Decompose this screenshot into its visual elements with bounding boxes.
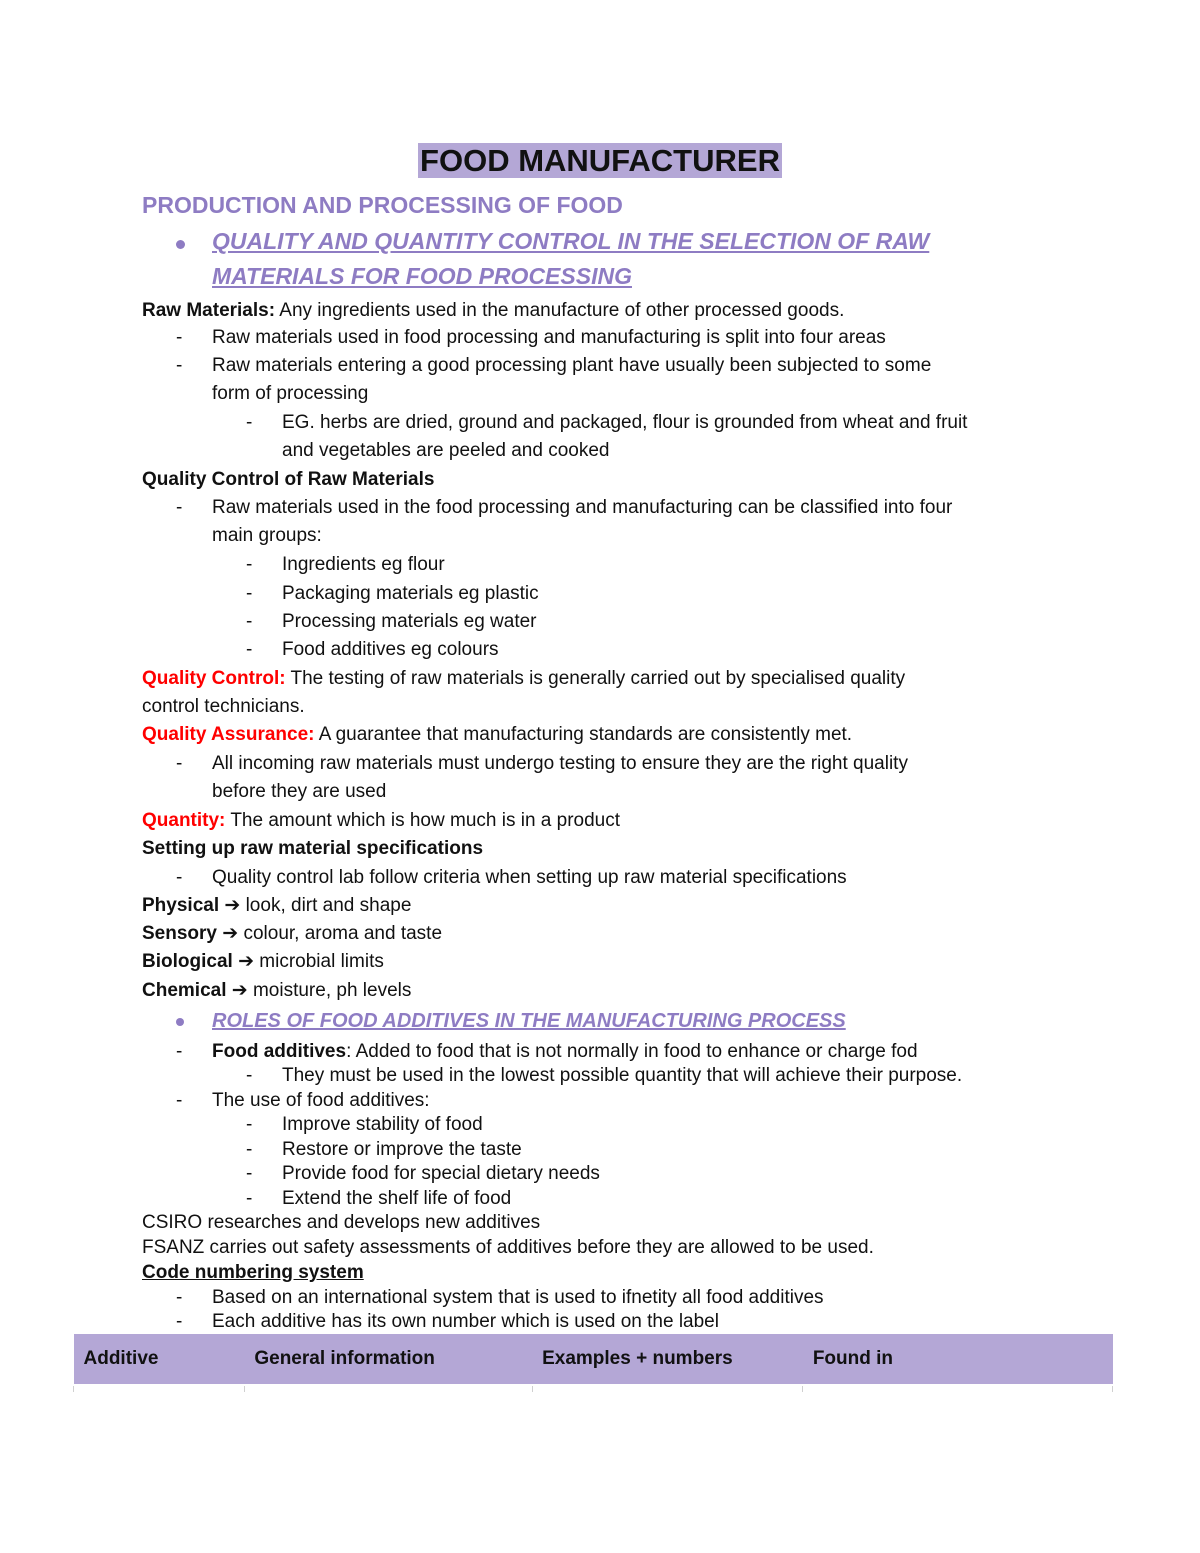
quality-control-term: Quality Control: bbox=[142, 668, 286, 689]
dash-icon: - bbox=[176, 1041, 183, 1062]
raw-materials-def: Any ingredients used in the manufacture of other processed goods. bbox=[275, 300, 845, 321]
quality-assurance-point-line2: before they are used bbox=[212, 781, 387, 802]
raw-materials-definition bbox=[142, 298, 844, 324]
table-header-cell: Examples + numbers bbox=[532, 1334, 803, 1385]
title-text: FOOD MANUFACTURER bbox=[420, 143, 780, 178]
quality-assurance-definition bbox=[142, 722, 852, 748]
dash-icon: - bbox=[246, 412, 253, 433]
food-additives-definition bbox=[212, 1039, 918, 1065]
spec-biological bbox=[142, 949, 384, 975]
qc-group-item: Ingredients eg flour bbox=[282, 554, 445, 575]
qc-group-item: Processing materials eg water bbox=[282, 611, 537, 632]
additives-use-heading: The use of food additives: bbox=[212, 1090, 430, 1111]
table-cell bbox=[803, 1385, 1113, 1392]
dash-icon: - bbox=[246, 1114, 253, 1135]
spec-biological-term: Biological bbox=[142, 951, 233, 972]
qc-raw-point-line1: Raw materials used in the food processing and manufacturing can be classified into four bbox=[212, 497, 953, 518]
dash-icon: - bbox=[176, 753, 183, 774]
raw-materials-term: Raw Materials: bbox=[142, 300, 276, 321]
raw-materials-point-2-line2: form of processing bbox=[212, 383, 369, 404]
quantity-term: Quantity: bbox=[142, 810, 226, 831]
specs-point: Quality control lab follow criteria when setting up raw material specifications bbox=[212, 867, 847, 888]
subheading-additives: ROLES OF FOOD ADDITIVES IN THE MANUFACTURING PROCESS bbox=[212, 1010, 846, 1032]
dash-icon: - bbox=[246, 639, 253, 660]
table-header-cell: Additive bbox=[74, 1334, 245, 1385]
spec-physical bbox=[142, 893, 411, 919]
document-title bbox=[0, 142, 1200, 180]
table-cell bbox=[244, 1385, 532, 1392]
dash-icon: - bbox=[246, 1139, 253, 1160]
spec-biological-def: ➔ microbial limits bbox=[232, 951, 384, 972]
spec-sensory-term: Sensory bbox=[142, 923, 217, 944]
subheading-quality-line1: QUALITY AND QUANTITY CONTROL IN THE SELECTION OF RAW bbox=[212, 228, 930, 254]
specs-heading: Setting up raw material specifications bbox=[142, 838, 484, 859]
quality-assurance-def: A guarantee that manufacturing standards are consistently met. bbox=[314, 724, 853, 745]
additives-use-item: Provide food for special dietary needs bbox=[282, 1163, 600, 1184]
spec-sensory-def: ➔ colour, aroma and taste bbox=[216, 923, 443, 944]
qc-raw-heading: Quality Control of Raw Materials bbox=[142, 469, 435, 490]
dash-icon: - bbox=[246, 583, 253, 604]
spec-physical-def: ➔ look, dirt and shape bbox=[219, 895, 412, 916]
code-point-1: Based on an international system that is used to ifnetity all food additives bbox=[212, 1287, 824, 1308]
bullet-dot-icon bbox=[176, 1018, 184, 1026]
raw-materials-example-line1: EG. herbs are dried, ground and packaged, flour is grounded from wheat and fruit bbox=[282, 412, 968, 433]
subheading-quality-line2: MATERIALS FOR FOOD PROCESSING bbox=[212, 263, 632, 289]
fsanz-note: FSANZ carries out safety assessments of additives before they are allowed to be used. bbox=[142, 1237, 874, 1258]
additives-use-item: Improve stability of food bbox=[282, 1114, 483, 1135]
quality-control-def: The testing of raw materials is generally carried out by specialised quality bbox=[285, 668, 906, 689]
qc-group-item: Packaging materials eg plastic bbox=[282, 583, 539, 604]
spec-chemical-term: Chemical bbox=[142, 980, 227, 1001]
raw-materials-point-2-line1: Raw materials entering a good processing plant have usually been subjected to some bbox=[212, 355, 932, 376]
food-additives-def: : Added to food that is not normally in food to enhance or charge fod bbox=[346, 1041, 918, 1062]
table-header-row bbox=[74, 1334, 1113, 1385]
spec-chemical bbox=[142, 978, 411, 1004]
table-cell bbox=[74, 1385, 245, 1392]
table-cell bbox=[532, 1385, 803, 1392]
qc-group-item: Food additives eg colours bbox=[282, 639, 499, 660]
dash-icon: - bbox=[176, 497, 183, 518]
quantity-definition bbox=[142, 808, 620, 834]
spec-chemical-def: ➔ moisture, ph levels bbox=[226, 980, 412, 1001]
food-additives-term: Food additives bbox=[212, 1041, 347, 1062]
dash-icon: - bbox=[176, 355, 183, 376]
code-point-2: Each additive has its own number which is used on the label bbox=[212, 1311, 719, 1332]
bullet-dot-icon bbox=[176, 240, 185, 249]
code-numbering-heading: Code numbering system bbox=[142, 1262, 364, 1283]
raw-materials-point-1: Raw materials used in food processing and manufacturing is split into four areas bbox=[212, 327, 886, 348]
raw-materials-example-line2: and vegetables are peeled and cooked bbox=[282, 440, 610, 461]
additives-table bbox=[73, 1334, 1113, 1392]
additives-use-item: Restore or improve the taste bbox=[282, 1139, 522, 1160]
qc-raw-point-line2: main groups: bbox=[212, 525, 322, 546]
dash-icon: - bbox=[246, 1188, 253, 1209]
dash-icon: - bbox=[176, 327, 183, 348]
table-header-cell: General information bbox=[244, 1334, 532, 1385]
dash-icon: - bbox=[176, 867, 183, 888]
quality-control-def-line2: control technicians. bbox=[142, 696, 305, 717]
table-row bbox=[74, 1385, 1113, 1392]
dash-icon: - bbox=[246, 1065, 253, 1086]
quality-control-definition bbox=[142, 666, 905, 692]
spec-sensory bbox=[142, 921, 442, 947]
quality-assurance-point-line1: All incoming raw materials must undergo testing to ensure they are the right quality bbox=[212, 753, 908, 774]
csiro-note: CSIRO researches and develops new additives bbox=[142, 1212, 541, 1233]
additives-use-item: Extend the shelf life of food bbox=[282, 1188, 512, 1209]
table-header-cell: Found in bbox=[803, 1334, 1113, 1385]
dash-icon: - bbox=[246, 1163, 253, 1184]
section-heading: PRODUCTION AND PROCESSING OF FOOD bbox=[142, 192, 623, 218]
quantity-def: The amount which is how much is in a product bbox=[225, 810, 621, 831]
dash-icon: - bbox=[246, 611, 253, 632]
food-additives-subpoint: They must be used in the lowest possible quantity that will achieve their purpose. bbox=[282, 1065, 963, 1086]
quality-assurance-term: Quality Assurance: bbox=[142, 724, 315, 745]
dash-icon: - bbox=[176, 1090, 183, 1111]
dash-icon: - bbox=[246, 554, 253, 575]
spec-physical-term: Physical bbox=[142, 895, 220, 916]
dash-icon: - bbox=[176, 1311, 183, 1332]
dash-icon: - bbox=[176, 1287, 183, 1308]
